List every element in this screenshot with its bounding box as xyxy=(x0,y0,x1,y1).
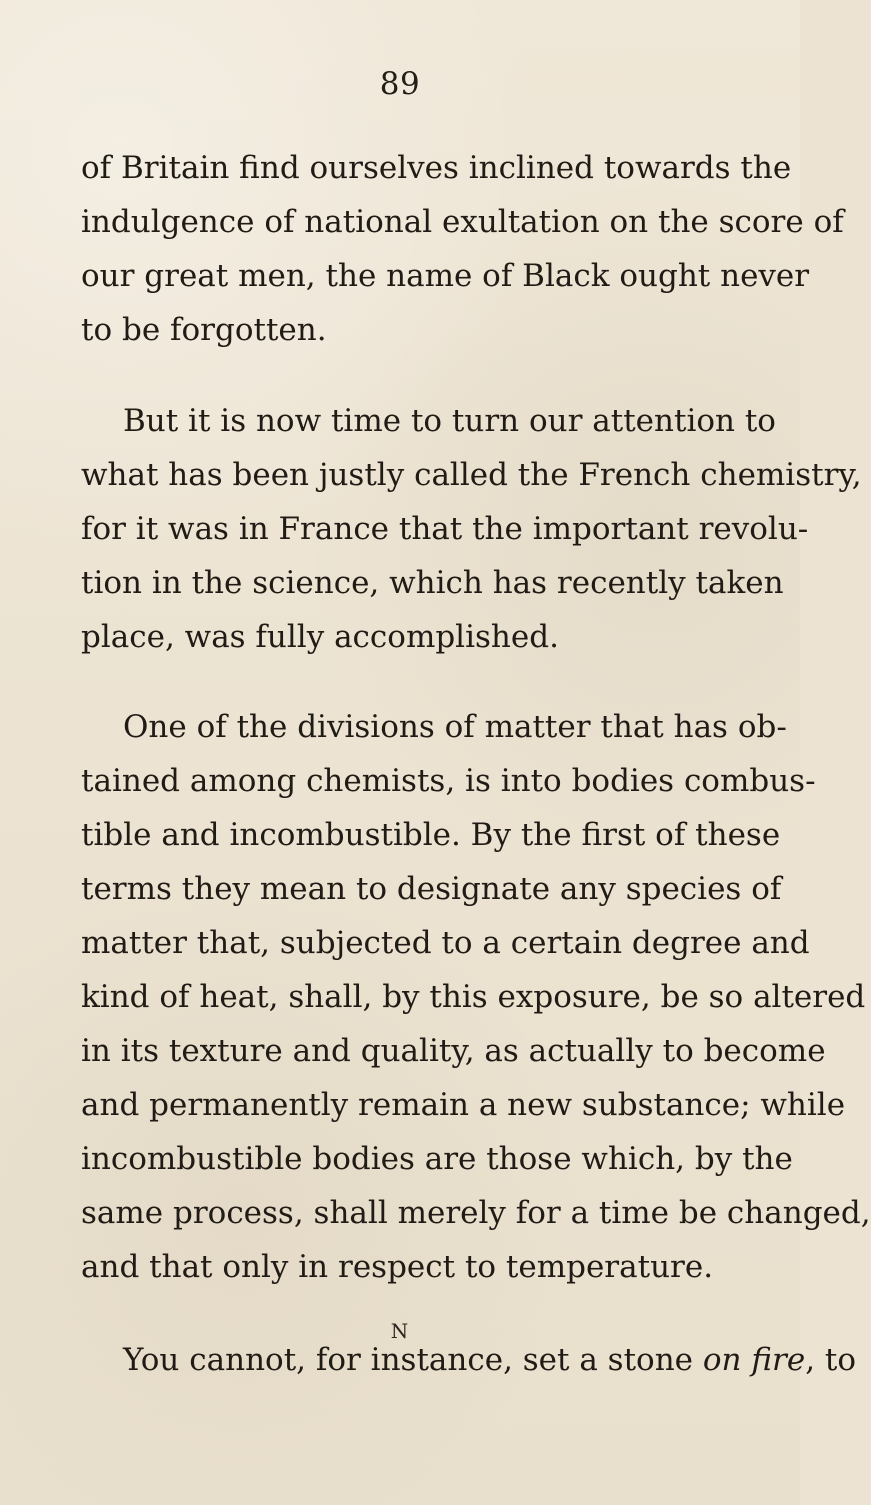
text-line: what has been justly called the French chemistry, xyxy=(81,457,862,493)
text-line: tained among chemists, is into bodies combus- xyxy=(81,763,816,799)
text-line: indulgence of national exultation on the score of xyxy=(81,204,844,240)
text-line: kind of heat, shall, by this exposure, be so altered xyxy=(81,979,866,1015)
body-text xyxy=(81,141,871,1387)
page-number: 89 xyxy=(379,66,421,102)
text-line: terms they mean to designate any species of xyxy=(81,871,782,907)
text-line: and permanently remain a new substance; while xyxy=(81,1087,846,1123)
text-line: same process, shall merely for a time be changed, xyxy=(81,1195,871,1231)
text-line: incombustible bodies are those which, by the xyxy=(81,1141,793,1177)
text-line: matter that, subjected to a certain degree and xyxy=(81,925,810,961)
text-line: place, was fully accomplished. xyxy=(81,619,559,655)
text-line: and that only in respect to temperature. xyxy=(81,1249,714,1285)
text-run: You cannot, for instance, set a stone xyxy=(123,1342,703,1378)
text-line: to be forgotten. xyxy=(81,312,327,348)
text-line: tible and incombustible. By the first of these xyxy=(81,817,781,853)
text-line: But it is now time to turn our attention to xyxy=(123,403,776,439)
text-line: One of the divisions of matter that has ob- xyxy=(123,709,787,745)
paragraph-3 xyxy=(81,700,871,1294)
text-line: in its texture and quality, as actually to become xyxy=(81,1033,826,1069)
text-line: tion in the science, which has recently taken xyxy=(81,565,784,601)
text-line: for it was in France that the important revolu- xyxy=(81,511,809,547)
text-line: our great men, the name of Black ought never xyxy=(81,258,810,294)
signature-mark: N xyxy=(390,1319,410,1343)
italic-text: on fire xyxy=(702,1342,806,1378)
paragraph-2 xyxy=(81,394,862,664)
text-run: , to xyxy=(805,1342,857,1378)
paragraph-1 xyxy=(81,141,844,357)
text-line: of Britain find ourselves inclined towards the xyxy=(81,150,792,186)
